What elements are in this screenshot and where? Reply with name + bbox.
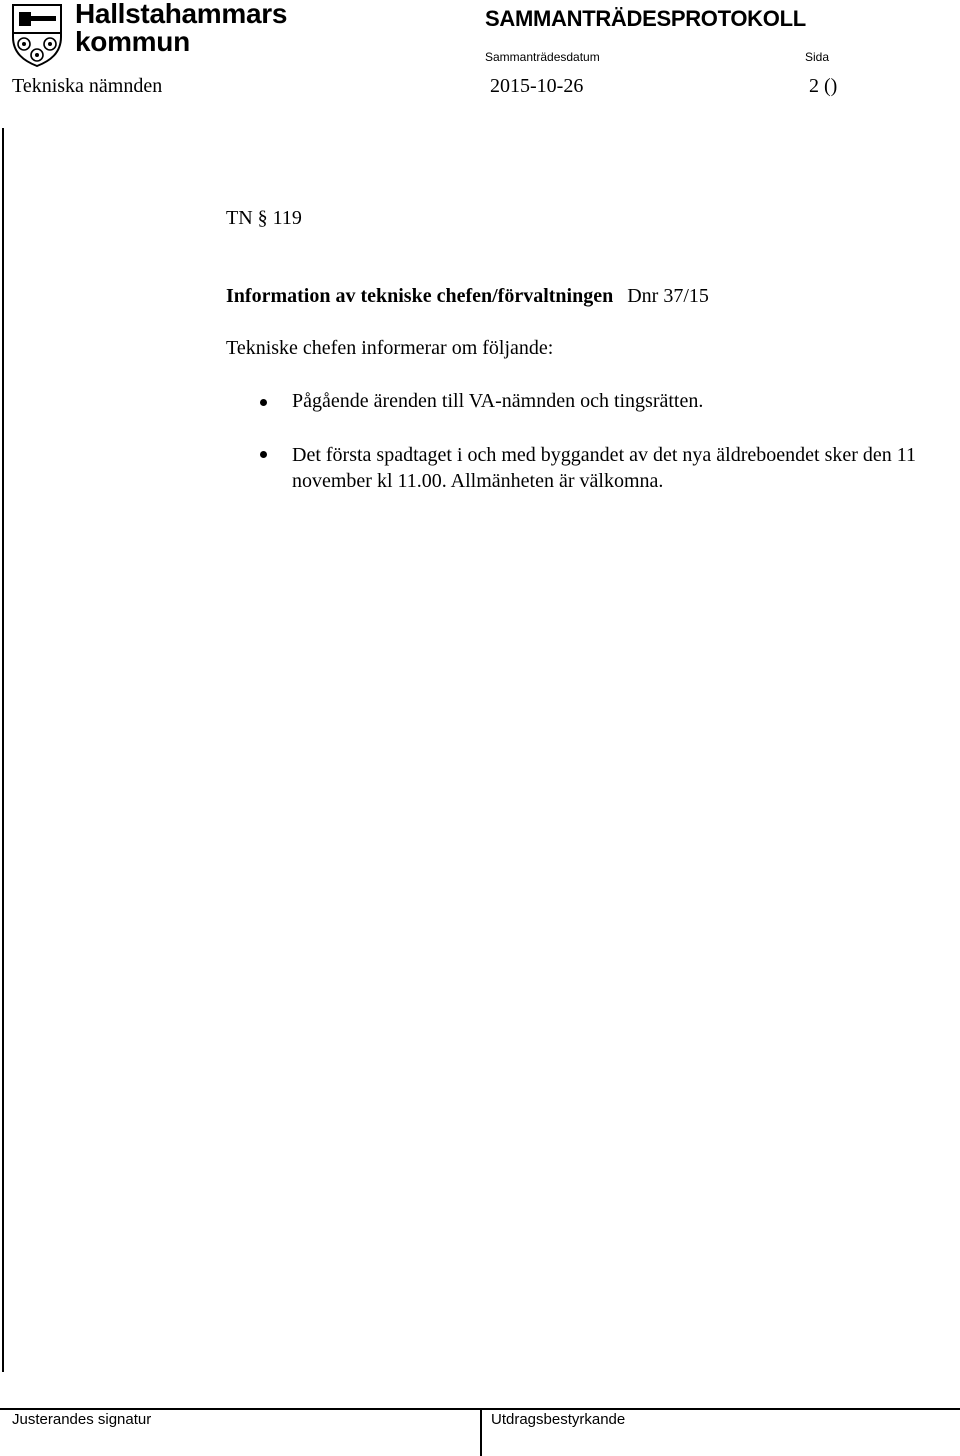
agenda-item-heading — [226, 285, 709, 308]
committee-name: Tekniska nämnden — [12, 75, 163, 97]
agenda-item-title: Information av tekniske chefen/förvaltningen — [226, 285, 614, 307]
logo-wordmark-line-1: Hallstahammars — [75, 0, 288, 29]
margin-rule — [2, 128, 4, 1372]
signature-field-label: Justerandes signatur — [12, 1411, 152, 1428]
bullet-item: Pågående ärenden till VA-nämnden och tingsrätten. — [292, 390, 704, 412]
coat-of-arms-icon — [10, 3, 64, 67]
footer-divider — [480, 1408, 482, 1456]
logo-wordmark-line-2: kommun — [75, 26, 190, 57]
intro-paragraph: Tekniske chefen informerar om följande: — [226, 337, 554, 359]
page-label: Sida — [805, 50, 830, 64]
agenda-item-dnr: Dnr 37/15 — [627, 285, 709, 307]
extract-certification-label: Utdragsbestyrkande — [491, 1411, 626, 1428]
paragraph-number: TN § 119 — [226, 207, 302, 229]
meeting-date-value: 2015-10-26 — [490, 75, 584, 97]
document-type-title: SAMMANTRÄDESPROTOKOLL — [485, 6, 806, 31]
bullet-item: Det första spadtaget i och med byggandet av det nya äldreboendet sker den 11 november kl 11.00. Allmänheten är välkomna. — [292, 444, 917, 492]
page-number-value: 2 () — [809, 75, 838, 97]
meeting-date-label: Sammanträdesdatum — [485, 50, 600, 64]
bullet-icon — [260, 451, 267, 458]
bullet-icon — [260, 399, 267, 406]
